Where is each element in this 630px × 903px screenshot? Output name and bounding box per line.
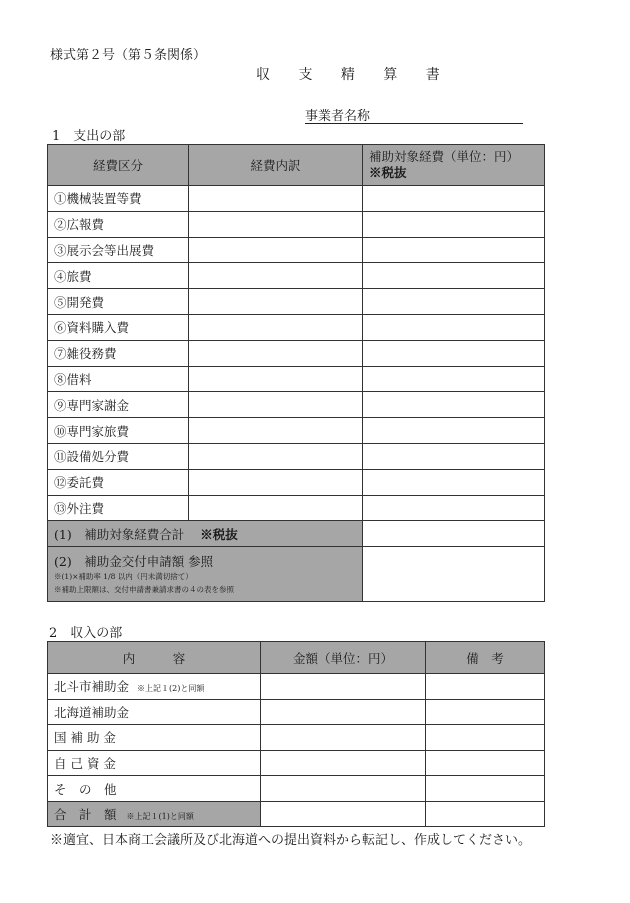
expense-amount-cell[interactable]	[363, 289, 545, 315]
expense-content-cell[interactable]	[189, 186, 363, 212]
form-number: 様式第２号（第５条関係）	[50, 48, 207, 63]
subsidy-total-label: (1) 補助対象経費合計	[54, 526, 185, 542]
income-total-amount[interactable]	[261, 801, 426, 826]
expense-amount-cell[interactable]	[363, 211, 545, 237]
expenditure-row	[48, 237, 545, 263]
expenditure-row	[48, 392, 545, 418]
income-source-label: 北斗市補助金	[54, 679, 130, 695]
category-header: 経費区分	[48, 145, 189, 186]
income-source-note: ※上記１(2)と同額	[137, 684, 205, 694]
amount-header	[363, 145, 545, 186]
expenditure-row	[48, 469, 545, 495]
income-row	[48, 674, 545, 700]
income-source-cell	[48, 725, 261, 751]
income-amount-cell[interactable]	[261, 725, 426, 751]
income-amount-header: 金額（単位：円）	[261, 642, 426, 674]
income-amount-cell[interactable]	[261, 750, 426, 776]
income-amount-cell[interactable]	[261, 699, 426, 725]
expense-category: ④旅費	[48, 263, 189, 289]
income-source-label: 国 補 助 金	[54, 730, 116, 746]
document-title: 収 支 精 算 書	[256, 67, 452, 83]
request-amount-value[interactable]	[363, 547, 545, 602]
footer-note: ※適宜、日本商工会議所及び北海道への提出資料から転記し、作成してください。	[50, 833, 532, 848]
income-source-label: そ の 他	[54, 781, 117, 797]
income-remarks-cell[interactable]	[426, 776, 545, 802]
income-table	[47, 641, 545, 827]
expense-content-cell[interactable]	[189, 443, 363, 469]
expenditure-row	[48, 211, 545, 237]
expense-amount-cell[interactable]	[363, 237, 545, 263]
expense-category: ⑧借料	[48, 366, 189, 392]
expense-content-cell[interactable]	[189, 495, 363, 521]
expense-amount-cell[interactable]	[363, 314, 545, 340]
expense-content-cell[interactable]	[189, 418, 363, 444]
income-amount-cell[interactable]	[261, 674, 426, 700]
income-source-cell	[48, 750, 261, 776]
expense-content-cell[interactable]	[189, 392, 363, 418]
income-row	[48, 725, 545, 751]
amount-header-line2: ※税抜	[369, 165, 407, 180]
expense-amount-cell[interactable]	[363, 469, 545, 495]
request-amount-label: (2) 補助金交付申請額 参照	[54, 553, 214, 569]
expense-content-cell[interactable]	[189, 237, 363, 263]
expense-content-cell[interactable]	[189, 263, 363, 289]
subsidy-total-label-cell	[48, 521, 363, 547]
income-row	[48, 699, 545, 725]
income-source-label: 自 己 資 金	[54, 756, 116, 772]
income-source-cell	[48, 776, 261, 802]
income-amount-cell[interactable]	[261, 776, 426, 802]
expenditure-row	[48, 366, 545, 392]
expense-amount-cell[interactable]	[363, 418, 545, 444]
expenditure-row	[48, 314, 545, 340]
amount-header-line1: 補助対象経費（単位：円）	[369, 149, 520, 164]
income-remarks-cell[interactable]	[426, 699, 545, 725]
subsidy-total-amount[interactable]	[363, 521, 545, 547]
expense-category: ⑥資料購入費	[48, 314, 189, 340]
expense-category: ⑦雑役務費	[48, 340, 189, 366]
expenditure-row	[48, 443, 545, 469]
expense-category: ⑪設備処分費	[48, 443, 189, 469]
income-source-cell	[48, 674, 261, 700]
expense-category: ⑬外注費	[48, 495, 189, 521]
income-source-cell	[48, 699, 261, 725]
expenditure-row	[48, 186, 545, 212]
income-total-label: 合 計 額	[54, 806, 117, 822]
income-total-label-cell	[48, 801, 261, 826]
income-remarks-cell[interactable]	[426, 674, 545, 700]
expenditure-row	[48, 340, 545, 366]
income-total-remarks[interactable]	[426, 801, 545, 826]
expense-category: ①機械装置等費	[48, 186, 189, 212]
expense-content-cell[interactable]	[189, 340, 363, 366]
expenditure-row	[48, 263, 545, 289]
expense-content-cell[interactable]	[189, 314, 363, 340]
expenditure-section-title: 1 支出の部	[52, 129, 126, 144]
income-row	[48, 776, 545, 802]
income-remarks-cell[interactable]	[426, 750, 545, 776]
expense-amount-cell[interactable]	[363, 392, 545, 418]
income-section-title: 2 収入の部	[49, 626, 123, 641]
expenditure-table	[47, 144, 545, 602]
income-total-note: ※上記１(1)と同額	[126, 811, 194, 821]
expense-amount-cell[interactable]	[363, 186, 545, 212]
income-content-header: 内 容	[48, 642, 261, 674]
income-source-label: 北海道補助金	[54, 704, 130, 720]
expense-amount-cell[interactable]	[363, 443, 545, 469]
expense-amount-cell[interactable]	[363, 495, 545, 521]
business-name-label: 事業者名称	[305, 109, 371, 124]
income-remarks-header: 備 考	[426, 642, 545, 674]
expense-category: ⑩専門家旅費	[48, 418, 189, 444]
expenditure-row	[48, 289, 545, 315]
income-remarks-cell[interactable]	[426, 725, 545, 751]
expense-amount-cell[interactable]	[363, 366, 545, 392]
content-header: 経費内訳	[189, 145, 363, 186]
expense-content-cell[interactable]	[189, 366, 363, 392]
expense-category: ⑫委託費	[48, 469, 189, 495]
expenditure-row	[48, 418, 545, 444]
expense-content-cell[interactable]	[189, 469, 363, 495]
expense-category: ②広報費	[48, 211, 189, 237]
expense-category: ⑤開発費	[48, 289, 189, 315]
expenditure-row	[48, 495, 545, 521]
expense-content-cell[interactable]	[189, 211, 363, 237]
expense-category: ⑨専門家謝金	[48, 392, 189, 418]
expense-amount-cell[interactable]	[363, 263, 545, 289]
request-note-2: ※補助上限額は、交付申請書兼請求書の４の表を参照	[54, 584, 234, 594]
expense-category: ③展示会等出展費	[48, 237, 189, 263]
expense-amount-cell[interactable]	[363, 340, 545, 366]
subsidy-total-note: ※税抜	[200, 526, 238, 542]
request-note-1: ※(1)×補助率 1/8 以内（円未満切捨て）	[54, 571, 193, 581]
income-row	[48, 750, 545, 776]
expense-content-cell[interactable]	[189, 289, 363, 315]
request-amount-cell	[48, 547, 363, 602]
business-name-field[interactable]	[305, 105, 523, 124]
